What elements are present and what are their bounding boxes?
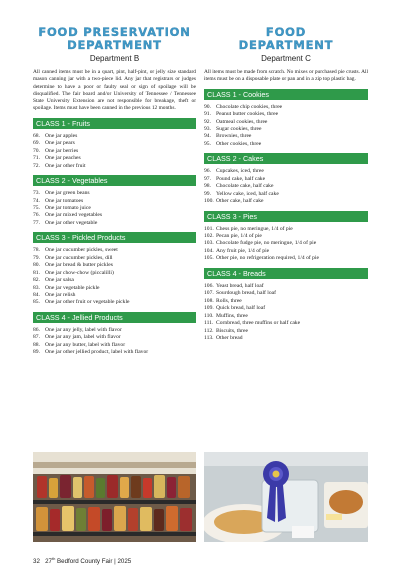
list-item: 77. One jar other vegetable xyxy=(33,219,98,226)
class-1-fruits-header: CLASS 1 - Fruits xyxy=(33,118,196,129)
department-b-intro: All canned items must be in a quart, pint, half-pint, or jelly size standard mason canning jar with a two-piece lid. Any jar that registrars or judges determine to have a poor or faulty seal or sign of spoilage will be disqualified. The fair board and/or University of Tennessee / Tennessee State University Extension are not responsible for breakage, theft or spoilage. Items must have been canned in the previous 12 months. xyxy=(33,69,196,112)
list-item: 86. One jar any jelly, label with flavor xyxy=(33,326,122,333)
title-line-1: FOOD PRESERVATION xyxy=(38,25,191,39)
list-item: 99. Yellow cake, iced, half cake xyxy=(204,190,279,197)
list-item: 96. Cupcakes, iced, three xyxy=(204,168,264,175)
class-3-pickled-header: CLASS 3 - Pickled Products xyxy=(33,232,196,243)
list-item: 113. Other bread xyxy=(204,335,243,342)
list-item: 90. Chocolate chip cookies, three xyxy=(204,103,283,110)
class-1-fruits-list xyxy=(33,133,196,170)
list-item: 97. Pound cake, half cake xyxy=(204,175,266,182)
list-item: 103. Chocolate fudge pie, no meringue, 1/4 of pie xyxy=(204,240,317,247)
class-4-breads-list xyxy=(204,283,368,343)
list-item: 70. One jar berries xyxy=(33,147,79,154)
list-item: 88. One jar any butter, label with flavor xyxy=(33,341,126,348)
list-item: 104. Any fruit pie, 1/4 of pie xyxy=(204,247,270,254)
class-2-cakes-header: CLASS 2 - Cakes xyxy=(204,153,368,164)
department-b-title xyxy=(33,26,196,52)
food-preservation-column xyxy=(33,26,196,357)
list-item: 110. Muffins, three xyxy=(204,312,248,319)
list-item: 75. One jar tomato juice xyxy=(33,204,91,211)
fair-edition: 27th xyxy=(45,556,56,566)
list-item: 93. Sugar cookies, three xyxy=(204,125,262,132)
canned-goods-illustration xyxy=(33,452,196,542)
list-item: 89. One jar other jellied product, label with flavor xyxy=(33,349,149,356)
department-b-subtitle: Department B xyxy=(89,54,140,63)
class-3-pies-header: CLASS 3 - Pies xyxy=(204,211,368,222)
class-1-cookies-list xyxy=(204,104,368,149)
food-department-column xyxy=(204,26,368,342)
fair-name: Bedford County Fair xyxy=(57,558,113,566)
list-item: 83. One jar vegetable pickle xyxy=(33,284,100,291)
class-2-cakes-list xyxy=(204,168,368,205)
list-item: 71. One jar peaches xyxy=(33,155,81,162)
list-item: 100. Other cake, half cake xyxy=(204,198,264,205)
title-line-2: DEPARTMENT xyxy=(67,38,162,52)
list-item: 92. Oatmeal cookies, three xyxy=(204,118,268,125)
list-item: 73. One jar green beans xyxy=(33,190,90,197)
list-item: 76. One jar mixed vegetables xyxy=(33,212,103,219)
list-item: 78. One jar cucumber pickles, sweet xyxy=(33,247,118,254)
list-item: 87. One jar any jam, label with flavor xyxy=(33,334,121,341)
title-line-2: DEPARTMENT xyxy=(238,38,334,52)
class-2-vegetables-list xyxy=(33,190,196,227)
department-c-title xyxy=(204,26,368,52)
list-item: 102. Pecan pie, 1/4 of pie xyxy=(204,233,262,240)
canned-goods-photo xyxy=(33,452,196,542)
list-item: 108. Rolls, three xyxy=(204,297,242,304)
class-4-breads-header: CLASS 4 - Breads xyxy=(204,268,368,279)
list-item: 95. Other cookies, three xyxy=(204,140,262,147)
list-item: 105. Other pie, no refrigeration required, 1/4 of pie xyxy=(204,255,319,262)
list-item: 94. Brownies, three xyxy=(204,133,252,140)
ribbon-entry-photo xyxy=(204,452,368,542)
list-item: 98. Chocolate cake, half cake xyxy=(204,183,274,190)
footer-separator: | xyxy=(114,558,116,566)
list-item: 109. Quick bread, half loaf xyxy=(204,305,266,312)
list-item: 79. One jar cucumber pickles, dill xyxy=(33,254,113,261)
list-item: 80. One jar bread & butter pickles xyxy=(33,262,113,269)
list-item: 112. Biscuits, three xyxy=(204,327,249,334)
list-item: 107. Sourdough bread, half loaf xyxy=(204,290,276,297)
list-item: 111. Cornbread, three muffins or half cake xyxy=(204,320,301,327)
list-item: 91. Peanut butter cookies, three xyxy=(204,111,279,118)
list-item: 85. One jar other fruit or vegetable pickle xyxy=(33,299,130,306)
fair-year: 2025 xyxy=(117,558,132,566)
class-4-jellied-list xyxy=(33,327,196,357)
list-item: 82. One jar salsa xyxy=(33,277,74,284)
list-item: 81. One jar chow-chow (piccalilli) xyxy=(33,269,114,276)
list-item: 84. One jar relish xyxy=(33,292,76,299)
list-item: 74. One jar tomatoes xyxy=(33,197,84,204)
department-c-subtitle: Department C xyxy=(261,54,311,63)
class-4-jellied-header: CLASS 4 - Jellied Products xyxy=(33,312,196,323)
list-item: 101. Chess pie, no meringue, 1/4 of pie xyxy=(204,225,293,232)
list-item: 68. One jar apples xyxy=(33,132,78,139)
department-c-intro: All items must be made from scratch. No mixes or purchased pie crusts. All items must be on a disposable plate or pan and in a zip top plastic bag. xyxy=(204,69,368,83)
page-number: 32 xyxy=(33,558,40,566)
title-line-1: FOOD xyxy=(265,25,307,39)
list-item: 69. One jar pears xyxy=(33,140,75,147)
list-item: 106. Yeast bread, half loaf xyxy=(204,282,264,289)
page-footer xyxy=(33,556,131,565)
class-3-pickled-list xyxy=(33,247,196,307)
ribbon-entry-illustration xyxy=(204,452,368,542)
class-2-vegetables-header: CLASS 2 - Vegetables xyxy=(33,175,196,186)
list-item: 72. One jar other fruit xyxy=(33,162,86,169)
class-3-pies-list xyxy=(204,226,368,263)
class-1-cookies-header: CLASS 1 - Cookies xyxy=(204,89,368,100)
